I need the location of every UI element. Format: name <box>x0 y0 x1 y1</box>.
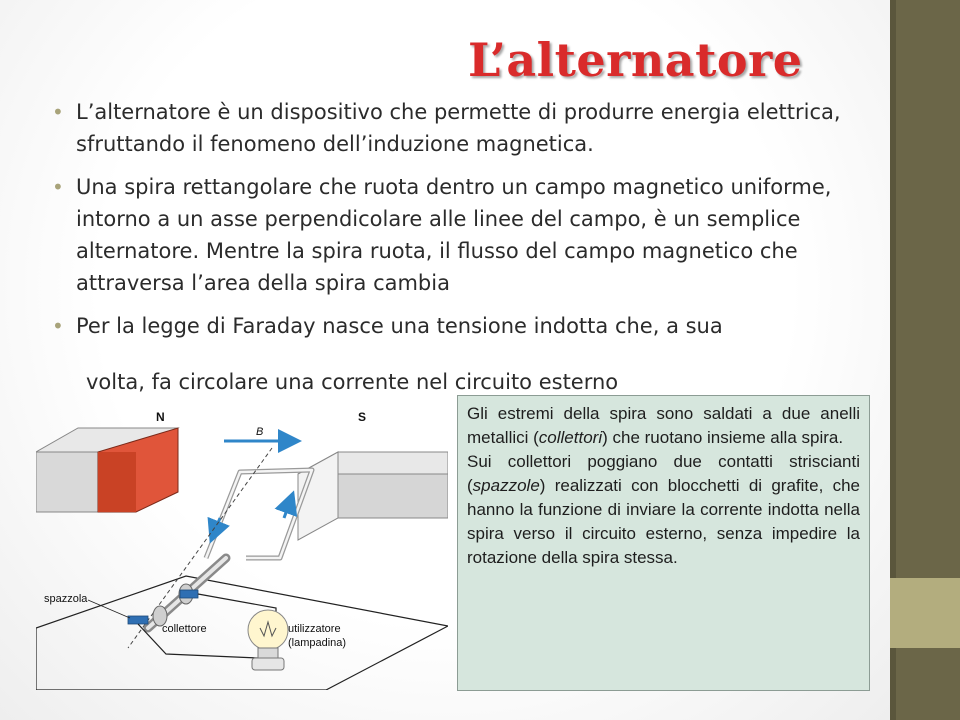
info-term-spazzole: spazzole <box>472 476 540 495</box>
bullet-text: L’alternatore è un dispositivo che permette di produrre energia elettrica, sfruttando il fenomeno dell’induzione magnetica. <box>76 100 841 156</box>
slide-title: L’alternatore <box>468 33 803 87</box>
label-spazzola: spazzola <box>44 593 88 605</box>
bullet-item <box>52 96 882 160</box>
rotating-coil <box>206 470 312 558</box>
field-label: B <box>256 426 264 438</box>
bullet-dot-icon: • <box>52 175 64 199</box>
coil-current-arrow-right <box>284 496 292 518</box>
bullet-list <box>52 96 882 353</box>
pole-north-label: N <box>156 410 165 424</box>
alternator-diagram <box>36 408 448 690</box>
label-utilizzatore: utilizzatore <box>288 623 341 635</box>
bullet-dot-icon: • <box>52 314 64 338</box>
label-collettore: collettore <box>162 623 207 635</box>
info-text: ) che ruotano insieme alla spira. <box>602 428 844 447</box>
brush-spazzola-2 <box>128 616 148 624</box>
info-term-collettori: collettori <box>538 428 603 447</box>
bullet-item <box>52 171 882 299</box>
sidebar-accent-band <box>890 578 960 648</box>
pole-south-label: S <box>358 410 367 424</box>
info-paragraph-spazzole <box>467 450 860 570</box>
bullet-item <box>52 310 882 342</box>
magnet-south <box>298 452 448 540</box>
bullet-continuation: volta, fa circolare una corrente nel circuito esterno <box>86 370 619 394</box>
bullet-text: Una spira rettangolare che ruota dentro un campo magnetico uniforme, intorno a un asse perpendicolare alle linee del campo, è un semplice alternatore. Mentre la spira ruota, il flusso del campo magnetico che attraversa l’area della spira cambia <box>76 175 832 295</box>
bullet-text: Per la legge di Faraday nasce una tensione indotta che, a sua <box>76 314 723 338</box>
lamp-icon <box>248 610 288 670</box>
info-box <box>457 395 870 691</box>
label-lampadina: (lampadina) <box>288 637 347 649</box>
bullet-dot-icon: • <box>52 100 64 124</box>
info-text: Sui collettori poggiano due contatti striscianti ( <box>467 452 860 495</box>
info-paragraph-collettori <box>467 402 860 450</box>
info-text: Gli estremi della spira sono saldati a due anelli metallici ( <box>467 404 860 447</box>
brush-spazzola-1 <box>180 590 198 598</box>
magnet-north <box>36 428 178 512</box>
info-text: ) realizzati con blocchetti di grafite, che hanno la funzione di inviare la corrente indotta nella spira verso il circuito esterno, senza impedire la rotazione della spira stessa. <box>467 476 860 567</box>
base-board <box>36 576 448 690</box>
